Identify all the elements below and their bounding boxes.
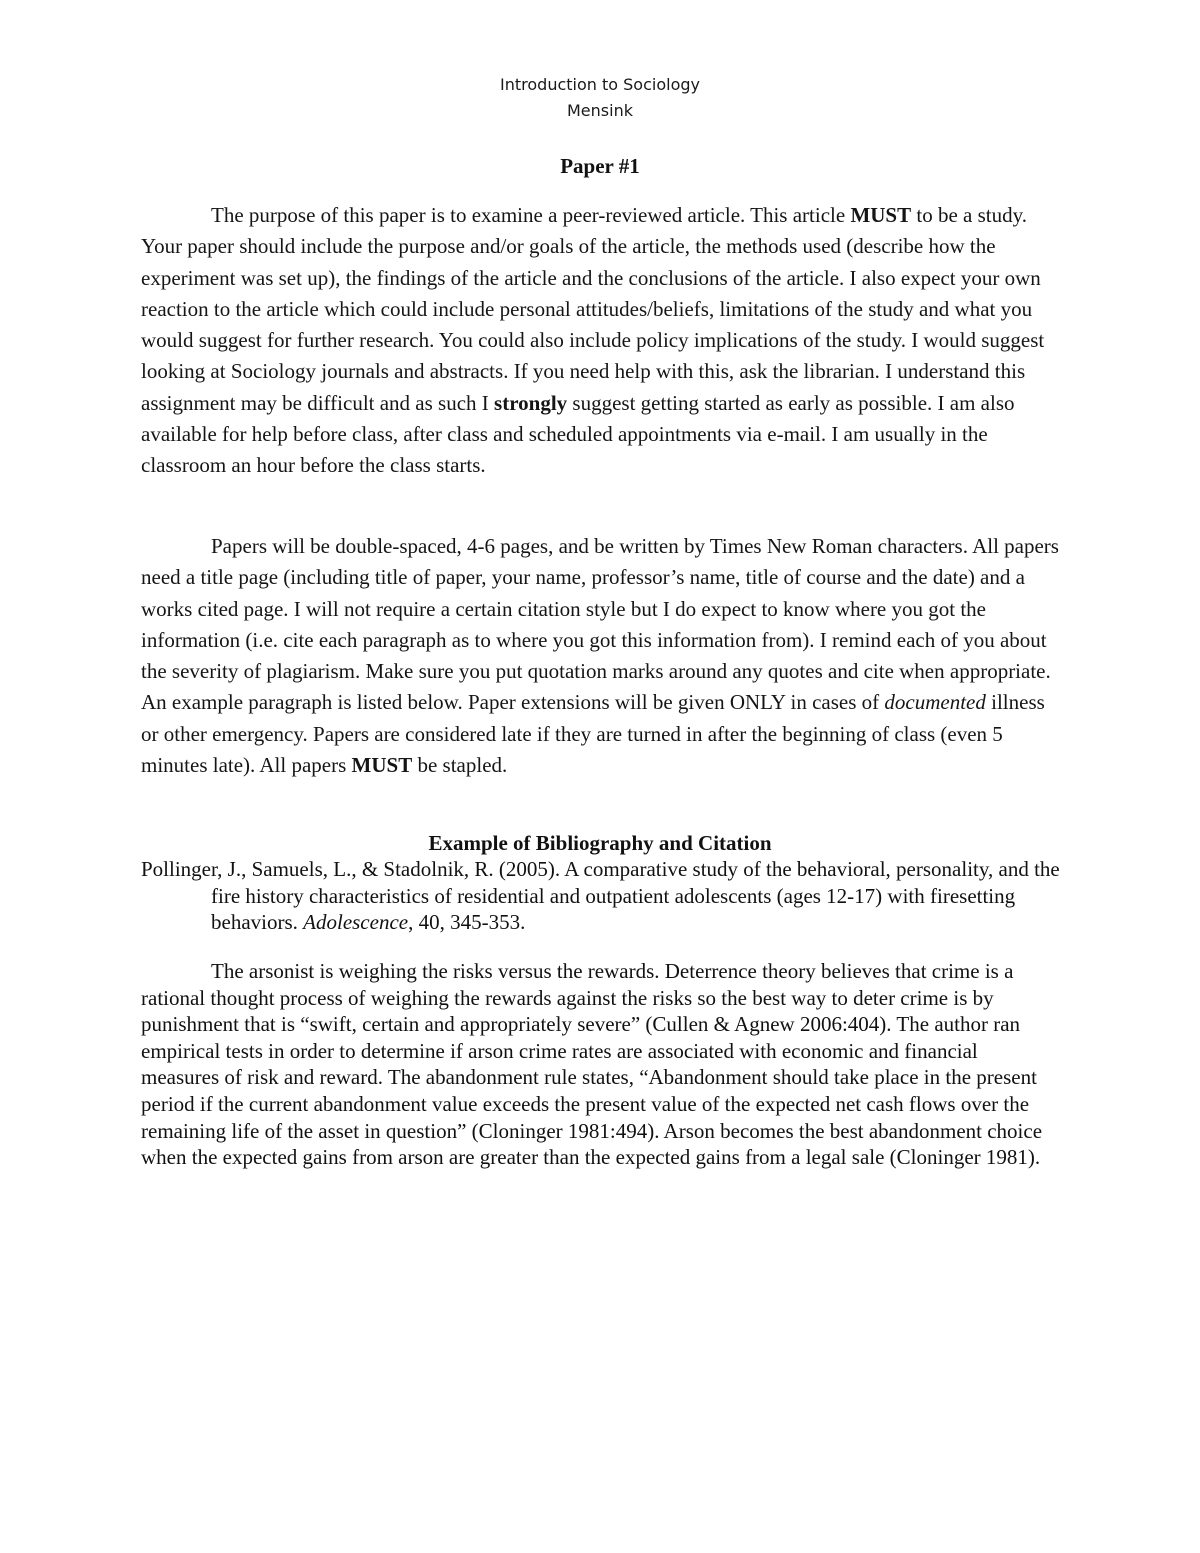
page-title: Paper #1 (560, 154, 640, 178)
paragraph-text: be stapled. (412, 753, 508, 778)
paragraph-text: Papers will be double-spaced, 4-6 pages, and be written by Times New Roman characters. All papers need a title page (including title of paper, your name, professor’s name, title of course and the date) and a works cited page. I will not require a certain citation style but I do expect to know where you got the information (i.e. cite each paragraph as to where you got this information from). I remind each of you about the severity of plagiarism. Make sure you put quotation marks around any quotes and cite when appropriate. An example paragraph is listed below. Paper extensions will be given ONLY in cases of (141, 534, 1059, 715)
example-heading: Example of Bibliography and Citation (428, 831, 772, 855)
formatting-paragraph (141, 531, 1061, 781)
course-name: Introduction to Sociology (500, 75, 700, 94)
instructor-name: Mensink (567, 101, 633, 120)
paragraph-text: illness or other emergency. Papers are considered late if they are turned in after the beginning of class (even 5 minutes late). All papers (141, 690, 1045, 778)
paragraph-text: suggest getting started as early as possible. I am also available for help before class, after class and scheduled appointments via e-mail. I am usually in the classroom an hour before the class starts. (141, 390, 1015, 478)
emphasis-strongly: strongly (494, 390, 568, 415)
page-header (0, 72, 1200, 124)
emphasis-must: MUST (850, 203, 912, 227)
emphasis-documented: documented (884, 690, 986, 715)
journal-title: Adolescence (303, 910, 409, 934)
paragraph-text: The purpose of this paper is to examine a peer-reviewed article. This article (211, 203, 851, 227)
bibliography-entry (141, 856, 1061, 936)
assignment-paragraph (141, 200, 1061, 482)
citation-text: , 40, 345-353. (408, 910, 526, 934)
emphasis-must: MUST (351, 753, 413, 778)
example-paragraph: The arsonist is weighing the risks versus the rewards. Deterrence theory believes that crime is a rational thought process of weighing the rewards against the risks so the best way to deter crime is by punishment that is “swift, certain and appropriately severe” (Cullen & Agnew 2006:404). The author ran empirical tests in order to determine if arson crime rates are associated with economic and financial measures of risk and reward. The abandonment rule states, “Abandonment should take place in the present period if the current abandonment value exceeds the present value of the expected net cash flows over the remaining life of the asset in question” (Cloninger 1981:494). Arson becomes the best abandonment choice when the expected gains from arson are greater than the expected gains from a legal sale (Cloninger 1981). (141, 959, 1043, 1170)
paragraph-text: to be a study. Your paper should include the purpose and/or goals of the article, the methods used (describe how the experiment was set up), the findings of the article and the conclusions of the article. I also expect your own reaction to the article which could include personal attitudes/beliefs, limitations of the study and what you would suggest for further research. You could also include policy implications of the study. I would suggest looking at Sociology journals and abstracts. If you need help with this, ask the librarian. I understand this assignment may be difficult and as such I (141, 203, 1045, 415)
citation-text: Pollinger, J., Samuels, L., & Stadolnik, R. (2005). A comparative study of the behavioral, personality, and the fire history characteristics of residential and outpatient adolescents (ages 12-17) with firesetting behaviors. (141, 857, 1060, 934)
